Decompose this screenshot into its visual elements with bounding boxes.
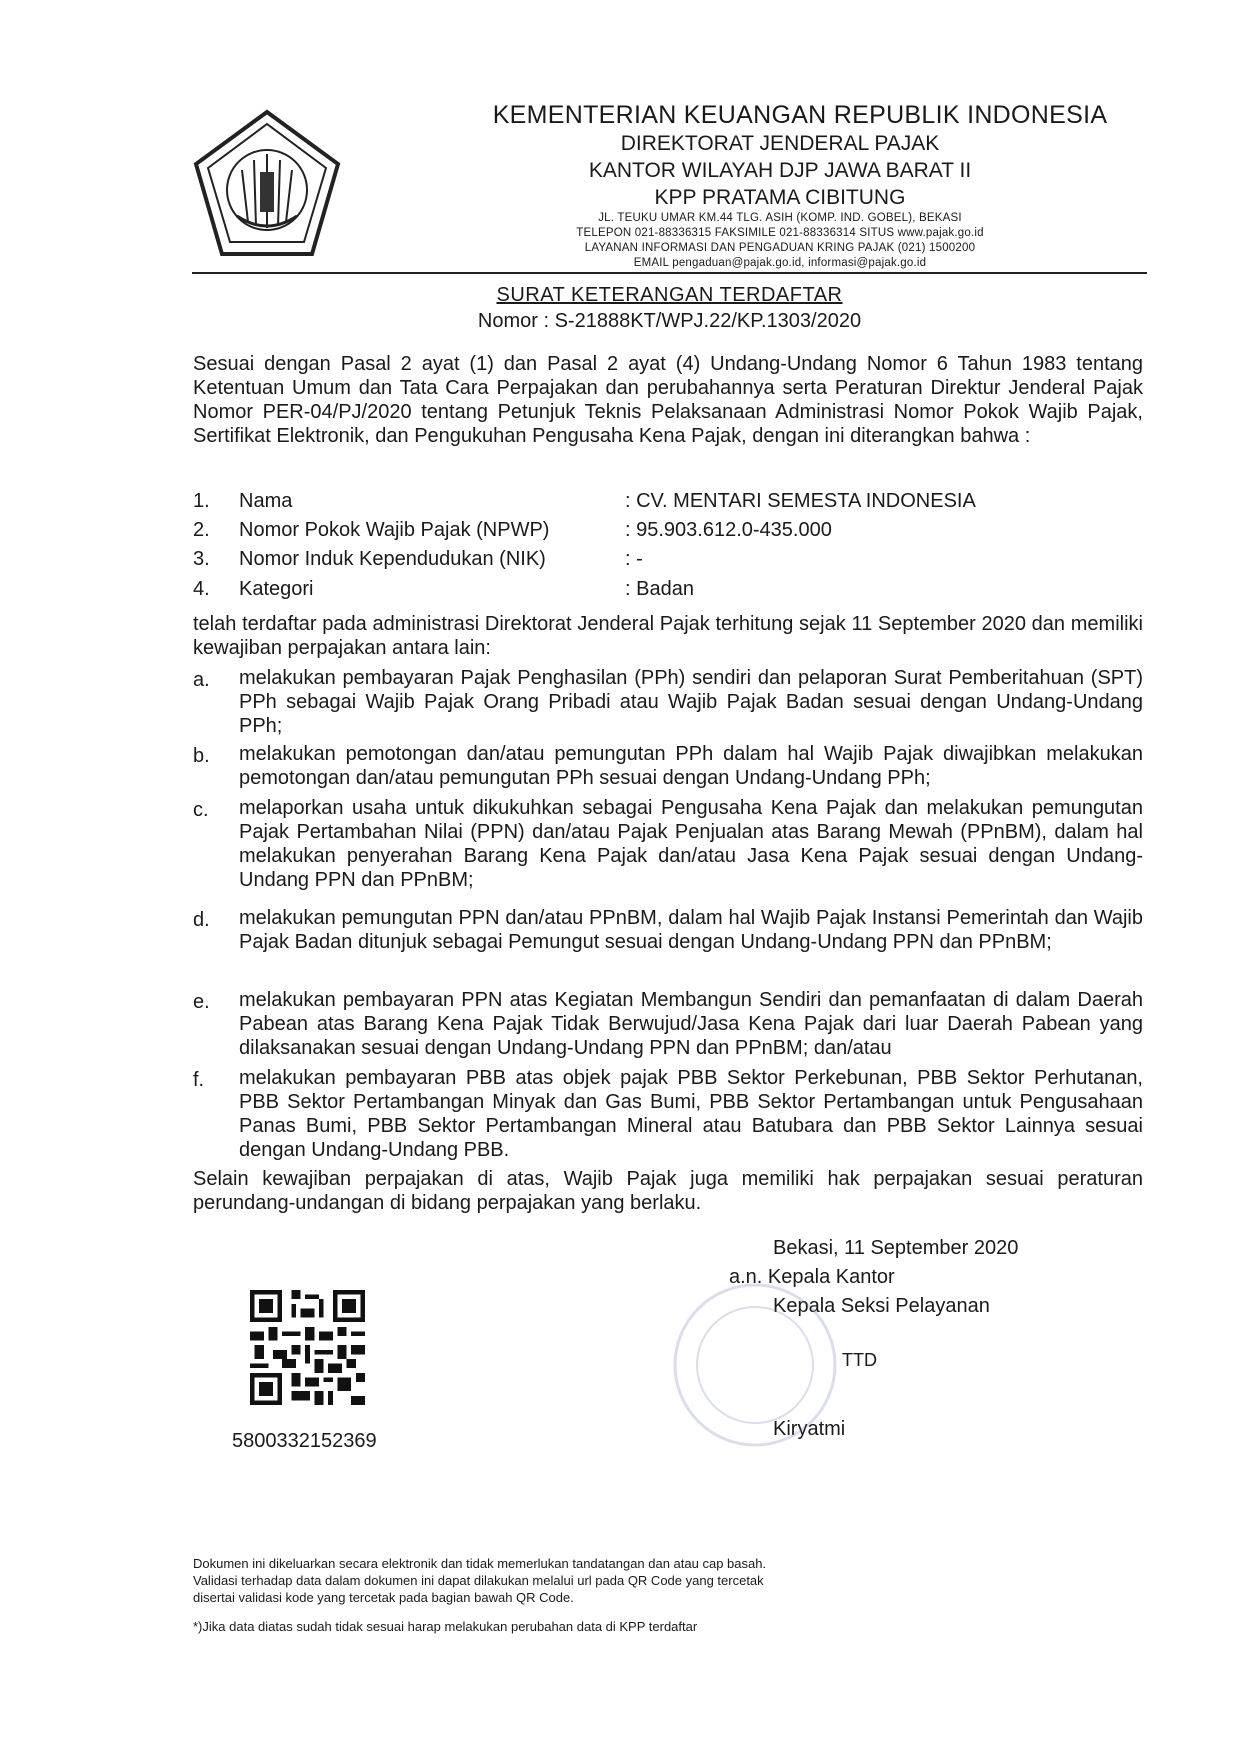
signature-name: Kiryatmi <box>773 1418 846 1440</box>
registration-paragraph: telah terdaftar pada administrasi Direktorat Jenderal Pajak terhitung sejak 11 September 2020 dan memiliki kewajiban perpajakan antara lain: <box>193 613 1143 659</box>
field-value: : Badan <box>625 578 694 600</box>
obligation-marker: e. <box>193 991 210 1013</box>
field-row <box>193 578 1143 606</box>
field-value: : 95.903.612.0-435.000 <box>625 519 832 541</box>
field-number: 4. <box>193 578 210 600</box>
obligation-text: melakukan pembayaran PPN atas Kegiatan Membangun Sendiri dan pemanfaatan di dalam Daerah Pabean atas Barang Kena Pajak Tidak Berwujud/Jasa Kena Pajak dari luar Daerah Pabean yang dilaksanakan sesuai dengan Undang-Undang PPN dan PPnBM; dan/atau <box>239 989 1143 1059</box>
obligation-text: melakukan pemotongan dan/atau pemungutan PPh dalam hal Wajib Pajak diwajibkan melakukan pemotongan dan/atau pemungutan PPh sesuai dengan Undang-Undang PPh; <box>239 743 1143 789</box>
obligation-marker: a. <box>193 669 210 691</box>
qr-code-icon[interactable] <box>250 1290 365 1405</box>
footer-note: disertai validasi kode yang tercetak pada bagian bawah QR Code. <box>193 1590 574 1605</box>
tax-office-name: KPP PRATAMA CIBITUNG <box>654 186 906 209</box>
obligation-item <box>193 1066 1143 1162</box>
office-email: EMAIL pengaduan@pajak.go.id, informasi@pajak.go.id <box>633 257 927 269</box>
obligation-item <box>193 742 1143 790</box>
field-number: 2. <box>193 519 210 541</box>
obligation-marker: c. <box>193 799 209 821</box>
ministry-name: KEMENTERIAN KEUANGAN REPUBLIK INDONESIA <box>492 101 1108 129</box>
signature-ttd: TTD <box>842 1350 877 1370</box>
document-title: SURAT KETERANGAN TERDAFTAR <box>496 284 843 306</box>
directorate-name: DIREKTORAT JENDERAL PAJAK <box>620 132 940 155</box>
field-value: : - <box>625 548 643 570</box>
letterhead <box>400 100 1160 271</box>
obligation-item <box>193 666 1143 738</box>
ministry-emblem-icon <box>192 108 342 258</box>
letterhead-divider <box>192 272 1147 274</box>
obligation-marker: d. <box>193 909 210 931</box>
office-address: JL. TEUKU UMAR KM.44 TLG. ASIH (KOMP. IND. GOBEL), BEKASI <box>598 212 962 224</box>
field-value: : CV. MENTARI SEMESTA INDONESIA <box>625 490 976 512</box>
field-number: 1. <box>193 490 210 512</box>
obligation-item <box>193 796 1143 892</box>
obligation-text: melaporkan usaha untuk dikukuhkan sebagai Pengusaha Kena Pajak dan melakukan pemungutan Pajak Pertambahan Nilai (PPN) dan/atau Pajak Penjualan atas Barang Mewah (PPnBM), dalam hal melakukan penyerahan Barang Kena Pajak dan/atau Jasa Kena Pajak sesuai dengan Undang-Undang PPN dan PPnBM; <box>239 797 1143 891</box>
signature-on-behalf: a.n. Kepala Kantor <box>729 1266 895 1288</box>
footer-note: Dokumen ini dikeluarkan secara elektronik dan tidak memerlukan tandatangan dan atau cap basah. <box>193 1556 767 1571</box>
office-service: LAYANAN INFORMASI DAN PENGADUAN KRING PAJAK (021) 1500200 <box>584 242 976 254</box>
rights-paragraph: Selain kewajiban perpajakan di atas, Wajib Pajak juga memiliki hak perpajakan sesuai peraturan perundang-undangan di bidang perpajakan yang berlaku. <box>193 1168 1143 1214</box>
qr-validation-code: 5800332152369 <box>232 1430 377 1452</box>
regional-office-name: KANTOR WILAYAH DJP JAWA BARAT II <box>588 159 972 182</box>
footer-note: *)Jika data diatas sudah tidak sesuai harap melakukan perubahan data di KPP terdaftar <box>193 1619 698 1634</box>
field-row <box>193 519 1143 547</box>
obligation-text: melakukan pemungutan PPN dan/atau PPnBM, dalam hal Wajib Pajak Instansi Pemerintah dan Wajib Pajak Badan ditunjuk sebagai Pemungut sesuai dengan Undang-Undang PPN dan PPnBM; <box>239 907 1143 953</box>
signature-position: Kepala Seksi Pelayanan <box>773 1295 990 1317</box>
field-row <box>193 548 1143 576</box>
footer-note: Validasi terhadap data dalam dokumen ini dapat dilakukan melalui url pada QR Code yang tercetak <box>193 1573 764 1588</box>
obligation-text: melakukan pembayaran PBB atas objek pajak PBB Sektor Perkebunan, PBB Sektor Perhutanan, PBB Sektor Pertambangan Minyak dan Gas Bumi, PBB Sektor Pertambangan untuk Pengusahaan Panas Bumi, PBB Sektor Pertambangan Mineral atau Batubara dan PBB Sektor Lainnya sesuai dengan Undang-Undang PBB. <box>239 1067 1143 1161</box>
intro-paragraph: Sesuai dengan Pasal 2 ayat (1) dan Pasal 2 ayat (4) Undang-Undang Nomor 6 Tahun 1983 tentang Ketentuan Umum dan Tata Cara Perpajakan dan perubahannya serta Peraturan Direktur Jenderal Pajak Nomor PER-04/PJ/2020 tentang Petunjuk Teknis Pelaksanaan Administrasi Nomor Pokok Wajib Pajak, Sertifikat Elektronik, dan Pengukuhan Pengusaha Kena Pajak, dengan ini diterangkan bahwa : <box>193 353 1143 447</box>
field-row <box>193 490 1143 518</box>
document-number: Nomor : S-21888KT/WPJ.22/KP.1303/2020 <box>477 310 862 332</box>
field-label: Nama <box>239 490 293 512</box>
obligation-item <box>193 988 1143 1060</box>
obligation-item <box>193 906 1143 954</box>
obligation-text: melakukan pembayaran Pajak Penghasilan (PPh) sendiri dan pelaporan Surat Pemberitahuan (SPT) PPh sebagai Wajib Pajak Orang Pribadi atau Wajib Pajak Badan sesuai dengan Undang-Undang PPh; <box>239 667 1143 737</box>
signature-place-date: Bekasi, 11 September 2020 <box>773 1237 1019 1259</box>
field-label: Kategori <box>239 578 314 600</box>
field-number: 3. <box>193 548 210 570</box>
footer-notes <box>193 1555 1143 1606</box>
office-phone: TELEPON 021-88336315 FAKSIMILE 021-88336314 SITUS www.pajak.go.id <box>576 227 984 239</box>
field-label: Nomor Induk Kependudukan (NIK) <box>239 548 546 570</box>
official-stamp-icon <box>670 1280 840 1450</box>
obligation-marker: f. <box>193 1069 205 1091</box>
obligation-marker: b. <box>193 745 210 767</box>
field-label: Nomor Pokok Wajib Pajak (NPWP) <box>239 519 550 541</box>
